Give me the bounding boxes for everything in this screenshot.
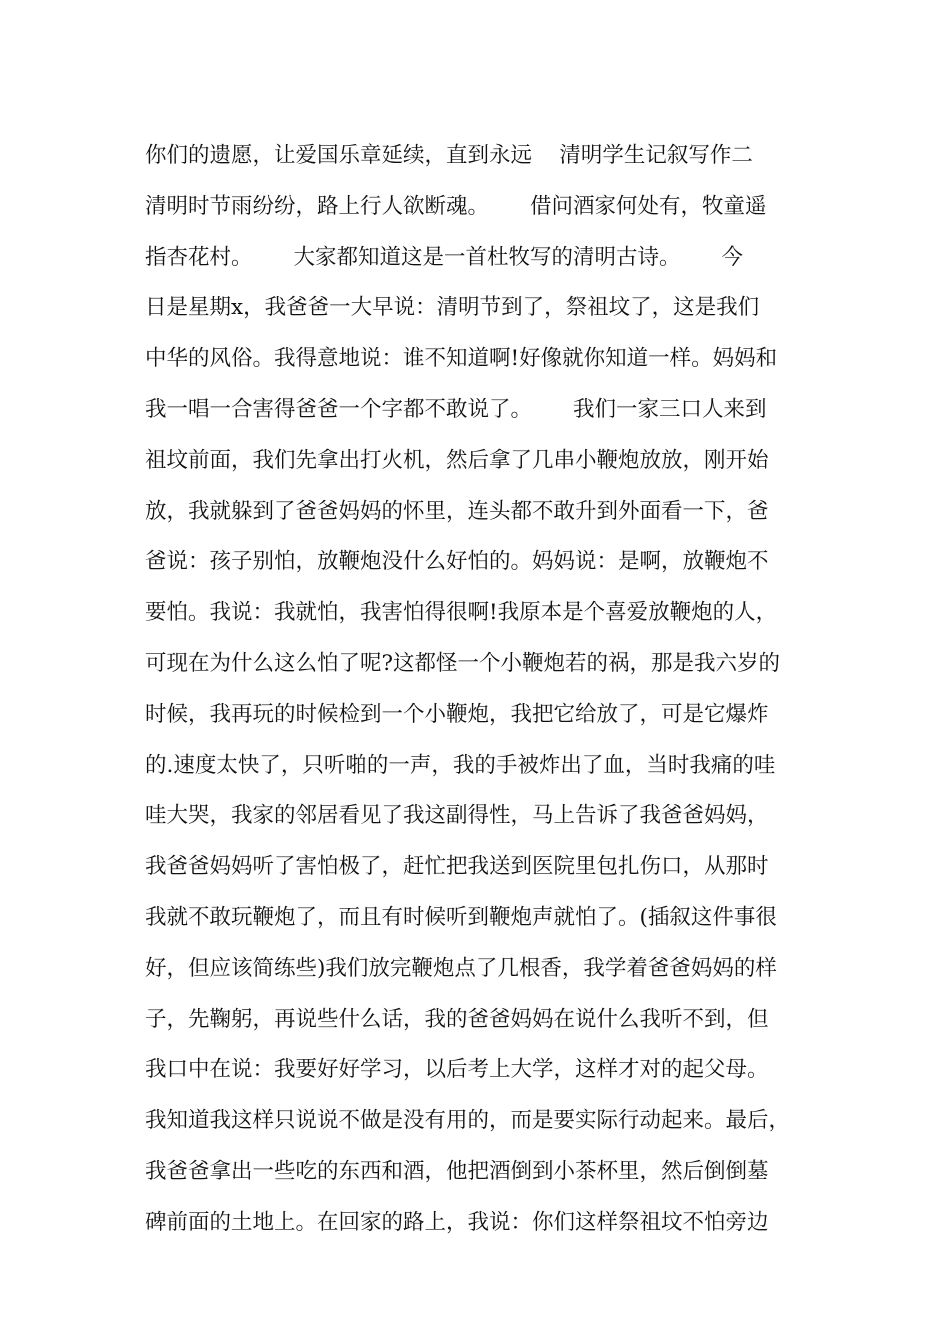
text-line: 日是星期x，我爸爸一大早说：清明节到了，祭祖坟了，这是我们 [145,295,760,321]
text-line: 我爸爸拿出一些吃的东西和酒，他把酒倒到小茶杯里，然后倒倒墓 [145,1158,769,1184]
text-line: 子，先鞠躬，再说些什么话，我的爸爸妈妈在说什么我听不到，但 [145,1006,769,1032]
text-line: 指杏花村。 大家都知道这是一首杜牧写的清明古诗。 今 [145,244,744,270]
body-text [145,131,825,1249]
text-line: 我爸爸妈妈听了害怕极了，赶忙把我送到医院里包扎伤口，从那时 [145,854,769,880]
text-line: 我一唱一合害得爸爸一个字都不敢说了。 我们一家三口人来到 [145,396,767,422]
text-line: 的.速度太快了，只听啪的一声，我的手被炸出了血，当时我痛的哇 [145,752,776,778]
text-line: 祖坟前面，我们先拿出打火机，然后拿了几串小鞭炮放放，刚开始 [145,447,769,473]
text-line: 我口中在说：我要好好学习，以后考上大学，这样才对的起父母。 [145,1057,769,1083]
text-line: 碑前面的土地上。在回家的路上，我说：你们这样祭祖坟不怕旁边 [145,1209,769,1235]
text-line: 可现在为什么这么怕了呢?这都怪一个小鞭炮若的祸，那是我六岁的 [145,650,781,676]
text-line: 好，但应该简练些)我们放完鞭炮点了几根香，我学着爸爸妈妈的样 [145,955,777,981]
text-line: 我就不敢玩鞭炮了，而且有时候听到鞭炮声就怕了。(插叙这件事很 [145,904,777,930]
text-line: 中华的风俗。我得意地说：谁不知道啊!好像就你知道一样。妈妈和 [145,346,778,372]
text-line: 你们的遗愿，让爱国乐章延续，直到永远 清明学生记叙写作二 [145,143,753,168]
text-line: 放，我就躲到了爸爸妈妈的怀里，连头都不敢升到外面看一下，爸 [145,498,769,524]
text-line: 爸说：孩子别怕，放鞭炮没什么好怕的。妈妈说：是啊，放鞭炮不 [145,549,769,575]
text-line: 要怕。我说：我就怕，我害怕得很啊!我原本是个喜爱放鞭炮的人， [145,600,778,626]
text-line: 我知道我这样只说说不做是没有用的，而是要实际行动起来。最后， [145,1108,791,1134]
text-line: 清明时节雨纷纷，路上行人欲断魂。 借问酒家何处有，牧童遥 [145,193,767,219]
text-line: 时候，我再玩的时候检到一个小鞭炮，我把它给放了，可是它爆炸 [145,701,769,727]
text-line: 哇大哭，我家的邻居看见了我这副得性，马上告诉了我爸爸妈妈， [145,803,769,829]
